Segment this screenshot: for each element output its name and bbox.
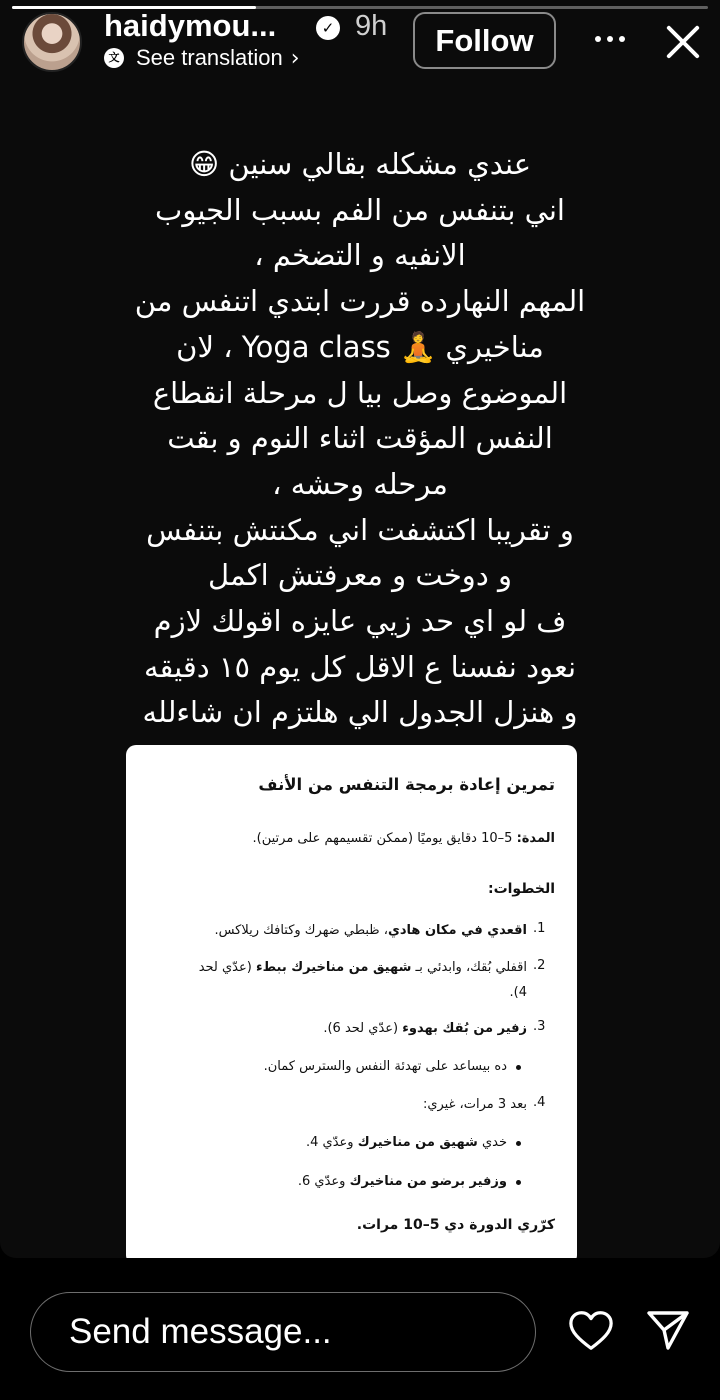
step-2 bbox=[199, 958, 527, 978]
doc-final-instruction: كرّري الدورة دي 5–10 مرات. bbox=[356, 1217, 555, 1233]
bullet-icon bbox=[516, 1065, 521, 1070]
step-2-bold: شهيق من مناخيرك ببطء bbox=[255, 960, 412, 975]
story-line: مرحله وحشه ، bbox=[272, 466, 448, 501]
send-message-input[interactable] bbox=[30, 1292, 536, 1372]
step-4-bullet-2 bbox=[298, 1172, 507, 1192]
story-line: نعود نفسنا ع الاقل كل يوم ١٥ دقيقه bbox=[143, 649, 577, 684]
send-icon[interactable] bbox=[646, 1308, 690, 1352]
step-4-b2-bold: وزفير برضو من مناخيرك bbox=[349, 1174, 507, 1189]
bullet-icon bbox=[516, 1180, 521, 1185]
story-line: المهم النهارده قررت ابتدي اتنفس من bbox=[134, 284, 586, 319]
step-1 bbox=[214, 921, 527, 941]
close-icon[interactable] bbox=[664, 22, 702, 60]
step-4-b1-a: خدي bbox=[477, 1135, 507, 1150]
post-time: 9h bbox=[355, 10, 388, 42]
step-3-text: (عدّي لحد 6). bbox=[323, 1021, 403, 1036]
step-3-bold: زفير من بُقك بهدوء bbox=[402, 1021, 527, 1036]
doc-title: تمرين إعادة برمجة التنفس من الأنف bbox=[258, 775, 555, 794]
story-line: النفس المؤقت اثناء النوم و بقت bbox=[167, 421, 553, 456]
duration-label: المدة: bbox=[516, 831, 555, 846]
avatar[interactable] bbox=[22, 12, 82, 72]
story-line: عندي مشكله بقالي سنين 😁 bbox=[188, 147, 532, 181]
story-line: و دوخت و معرفتش اكمل bbox=[208, 558, 512, 593]
step-1-text: ، ظبطي ضهرك وكتافك ريلاكس. bbox=[214, 923, 388, 938]
step-4-bullet-1 bbox=[306, 1133, 507, 1153]
story-line: اني بتنفس من الفم بسبب الجيوب bbox=[155, 192, 565, 227]
story-line: ف لو اي حد زيي عايزه اقولك لازم bbox=[153, 604, 567, 639]
step-2-continuation: 4). bbox=[509, 985, 527, 1000]
step-4-b2-b: وعدّي 6. bbox=[297, 1174, 350, 1189]
verified-badge-icon: ✓ bbox=[316, 16, 340, 40]
step-number: 1. bbox=[533, 921, 546, 936]
more-options-icon[interactable] bbox=[592, 20, 628, 56]
see-translation-label: See translation bbox=[136, 45, 283, 70]
step-2-text-a: اقفلي بُقك، وابدئي بـ bbox=[411, 960, 527, 975]
heart-icon[interactable] bbox=[568, 1309, 614, 1353]
step-2-text-b: (عدّي لحد bbox=[198, 960, 256, 975]
chevron-right-icon: › bbox=[290, 45, 300, 71]
duration-text: 5–10 دقايق يوميًا (ممكن تقسيمهم على مرتين). bbox=[252, 831, 517, 846]
steps-heading: الخطوات: bbox=[487, 881, 555, 897]
story-caption bbox=[40, 142, 680, 736]
step-3-bullet: ده بيساعد على تهدئة النفس والسترس كمان. bbox=[263, 1059, 507, 1074]
username[interactable]: haidymou... bbox=[104, 8, 277, 43]
step-3 bbox=[323, 1019, 527, 1039]
follow-button[interactable]: Follow bbox=[413, 12, 556, 69]
step-number: 2. bbox=[533, 958, 546, 973]
story-line: و هنزل الجدول الي هلتزم ان شاءلله bbox=[142, 695, 578, 730]
story-line: و تقريبا اكتشفت اني مكنتش بتنفس bbox=[146, 512, 574, 547]
translate-icon: 文 bbox=[104, 48, 124, 68]
story-line: مناخيري 🧘 Yoga class ، لان bbox=[176, 329, 544, 364]
story-header bbox=[0, 0, 720, 92]
story-line: الموضوع وصل بيا ل مرحلة انقطاع bbox=[152, 375, 568, 410]
breathing-exercise-card bbox=[126, 745, 577, 1258]
step-4-b1-bold: شهيق من مناخيرك bbox=[357, 1135, 478, 1150]
story-line: الانفيه و التضخم ، bbox=[254, 238, 466, 273]
step-number: 3. bbox=[533, 1019, 546, 1034]
step-4-b1-b: وعدّي 4. bbox=[305, 1135, 358, 1150]
step-1-bold: اقعدي في مكان هادي bbox=[387, 923, 527, 938]
see-translation-link[interactable] bbox=[104, 44, 300, 72]
step-4: بعد 3 مرات، غيري: bbox=[422, 1097, 527, 1112]
doc-duration bbox=[253, 831, 555, 846]
step-number: 4. bbox=[533, 1095, 546, 1110]
bullet-icon bbox=[516, 1141, 521, 1146]
